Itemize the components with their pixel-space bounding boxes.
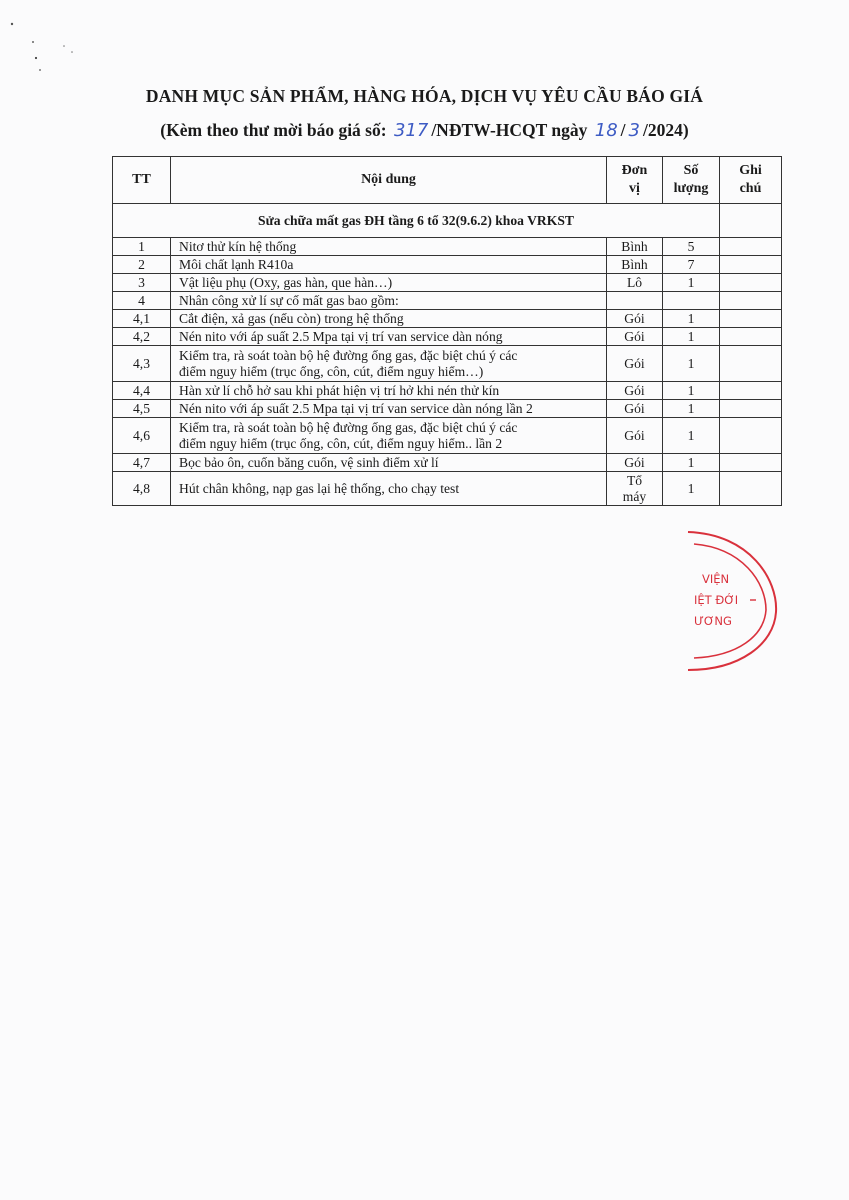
document-title: DANH MỤC SẢN PHẨM, HÀNG HÓA, DỊCH VỤ YÊU CẦU BÁO GIÁ [145, 86, 704, 106]
table-row [113, 472, 782, 506]
section-row [113, 204, 782, 238]
section-title: Sửa chữa mất gas ĐH tầng 6 tổ 32(9.6.2) khoa VRKST [113, 204, 720, 238]
subtitle-suffix: /2024) [643, 120, 689, 140]
row-tt: 4,5 [113, 400, 171, 418]
table-row [113, 328, 782, 346]
row-qty: 5 [663, 238, 720, 256]
row-tt: 4,7 [113, 454, 171, 472]
subtitle-prefix: (Kèm theo thư mời báo giá số: [160, 120, 387, 140]
row-unit: Gói [607, 382, 663, 400]
row-tt: 4,4 [113, 382, 171, 400]
row-content: Bọc bảo ôn, cuốn băng cuốn, vệ sinh điểm xử lí [171, 454, 607, 472]
row-tt: 4,1 [113, 310, 171, 328]
header-tt: TT [113, 157, 171, 204]
row-content-line1: Kiểm tra, rà soát toàn bộ hệ đường ống gas, đặc biệt chú ý các [179, 347, 518, 363]
row-tt: 2 [113, 256, 171, 274]
row-note [720, 328, 782, 346]
row-unit: Gói [607, 454, 663, 472]
row-tt: 4,2 [113, 328, 171, 346]
row-qty: 1 [663, 346, 720, 382]
red-stamp-seal [680, 520, 780, 680]
row-content [171, 418, 607, 454]
row-unit: Bình [607, 256, 663, 274]
row-note [720, 472, 782, 506]
row-tt: 4,6 [113, 418, 171, 454]
row-unit: Gói [607, 418, 663, 454]
row-qty: 1 [663, 310, 720, 328]
stamp-line-3: ƯƠNG [694, 614, 732, 628]
table-row [113, 454, 782, 472]
table-row [113, 346, 782, 382]
table-row [113, 256, 782, 274]
handwritten-day: 18 [594, 120, 618, 141]
row-content-line1: Kiểm tra, rà soát toàn bộ hệ đường ống gas, đặc biệt chú ý các [179, 419, 518, 435]
row-unit: Gói [607, 400, 663, 418]
row-qty: 1 [663, 454, 720, 472]
row-unit: Gói [607, 346, 663, 382]
table-row [113, 274, 782, 292]
row-note [720, 454, 782, 472]
header-qty-line1: Số [683, 163, 699, 178]
row-qty: 1 [663, 328, 720, 346]
table-row [113, 418, 782, 454]
header-qty [663, 157, 720, 204]
subtitle-middle: /NĐTW-HCQT ngày [431, 120, 588, 140]
stamp-line-1: VIỆN [702, 572, 730, 586]
row-note [720, 310, 782, 328]
row-content: Nén nito với áp suất 2.5 Mpa tại vị trí van service dàn nóng lần 2 [171, 400, 607, 418]
header-qty-line2: lượng [673, 181, 709, 196]
date-separator: / [620, 120, 626, 140]
items-table [112, 156, 782, 506]
row-unit [607, 472, 663, 506]
table-header-row [113, 157, 782, 204]
row-note [720, 274, 782, 292]
row-unit: Gói [607, 310, 663, 328]
row-content: Nhân công xử lí sự cố mất gas bao gồm: [171, 292, 607, 310]
header-unit-line1: Đơn [621, 163, 648, 178]
row-content: Hàn xử lí chỗ hở sau khi phát hiện vị trí hở khi nén thử kín [171, 382, 607, 400]
row-qty: 7 [663, 256, 720, 274]
handwritten-letter-number: 317 [393, 120, 429, 141]
row-unit: Gói [607, 328, 663, 346]
row-content: Vật liệu phụ (Oxy, gas hàn, que hàn…) [171, 274, 607, 292]
row-unit-line2: máy [622, 488, 647, 504]
row-content: Cắt điện, xả gas (nếu còn) trong hệ thống [171, 310, 607, 328]
section-note-cell [720, 204, 782, 238]
handwritten-month: 3 [628, 120, 640, 141]
row-tt: 1 [113, 238, 171, 256]
stamp-line-2: IỆT ĐỚI [694, 593, 739, 607]
row-qty: 1 [663, 472, 720, 506]
row-unit-line1: Tổ [626, 472, 643, 488]
row-note [720, 382, 782, 400]
row-note [720, 400, 782, 418]
table-row [113, 310, 782, 328]
header-note-line2: chú [739, 181, 762, 196]
table-row [113, 400, 782, 418]
table-row [113, 292, 782, 310]
row-tt: 4,8 [113, 472, 171, 506]
row-tt: 4,3 [113, 346, 171, 382]
header-unit-line2: vị [629, 181, 640, 196]
row-content: Hút chân không, nạp gas lại hệ thống, cho chạy test [171, 472, 607, 506]
row-content: Nitơ thử kín hệ thống [171, 238, 607, 256]
row-tt: 4 [113, 292, 171, 310]
row-note [720, 256, 782, 274]
row-content-line2: điểm nguy hiểm (trục ống, côn, cút, điểm nguy hiểm…) [179, 363, 484, 379]
row-tt: 3 [113, 274, 171, 292]
row-note [720, 238, 782, 256]
row-qty: 1 [663, 382, 720, 400]
header-content: Nội dung [171, 157, 607, 204]
row-note [720, 418, 782, 454]
row-note [720, 346, 782, 382]
row-content: Nén nito với áp suất 2.5 Mpa tại vị trí van service dàn nóng [171, 328, 607, 346]
row-qty: 1 [663, 400, 720, 418]
row-qty: 1 [663, 274, 720, 292]
header-note-line1: Ghi [739, 163, 762, 178]
row-unit: Bình [607, 238, 663, 256]
header-note [720, 157, 782, 204]
table-row [113, 382, 782, 400]
row-qty [663, 292, 720, 310]
document-subtitle [0, 120, 849, 141]
row-unit [607, 292, 663, 310]
row-qty: 1 [663, 418, 720, 454]
row-content: Môi chất lạnh R410a [171, 256, 607, 274]
row-content-line2: điểm nguy hiểm (trục ống, côn, cút, điểm nguy hiểm.. lần 2 [179, 435, 503, 451]
header-unit [607, 157, 663, 204]
table-row [113, 238, 782, 256]
row-unit: Lô [607, 274, 663, 292]
row-content [171, 346, 607, 382]
row-note [720, 292, 782, 310]
